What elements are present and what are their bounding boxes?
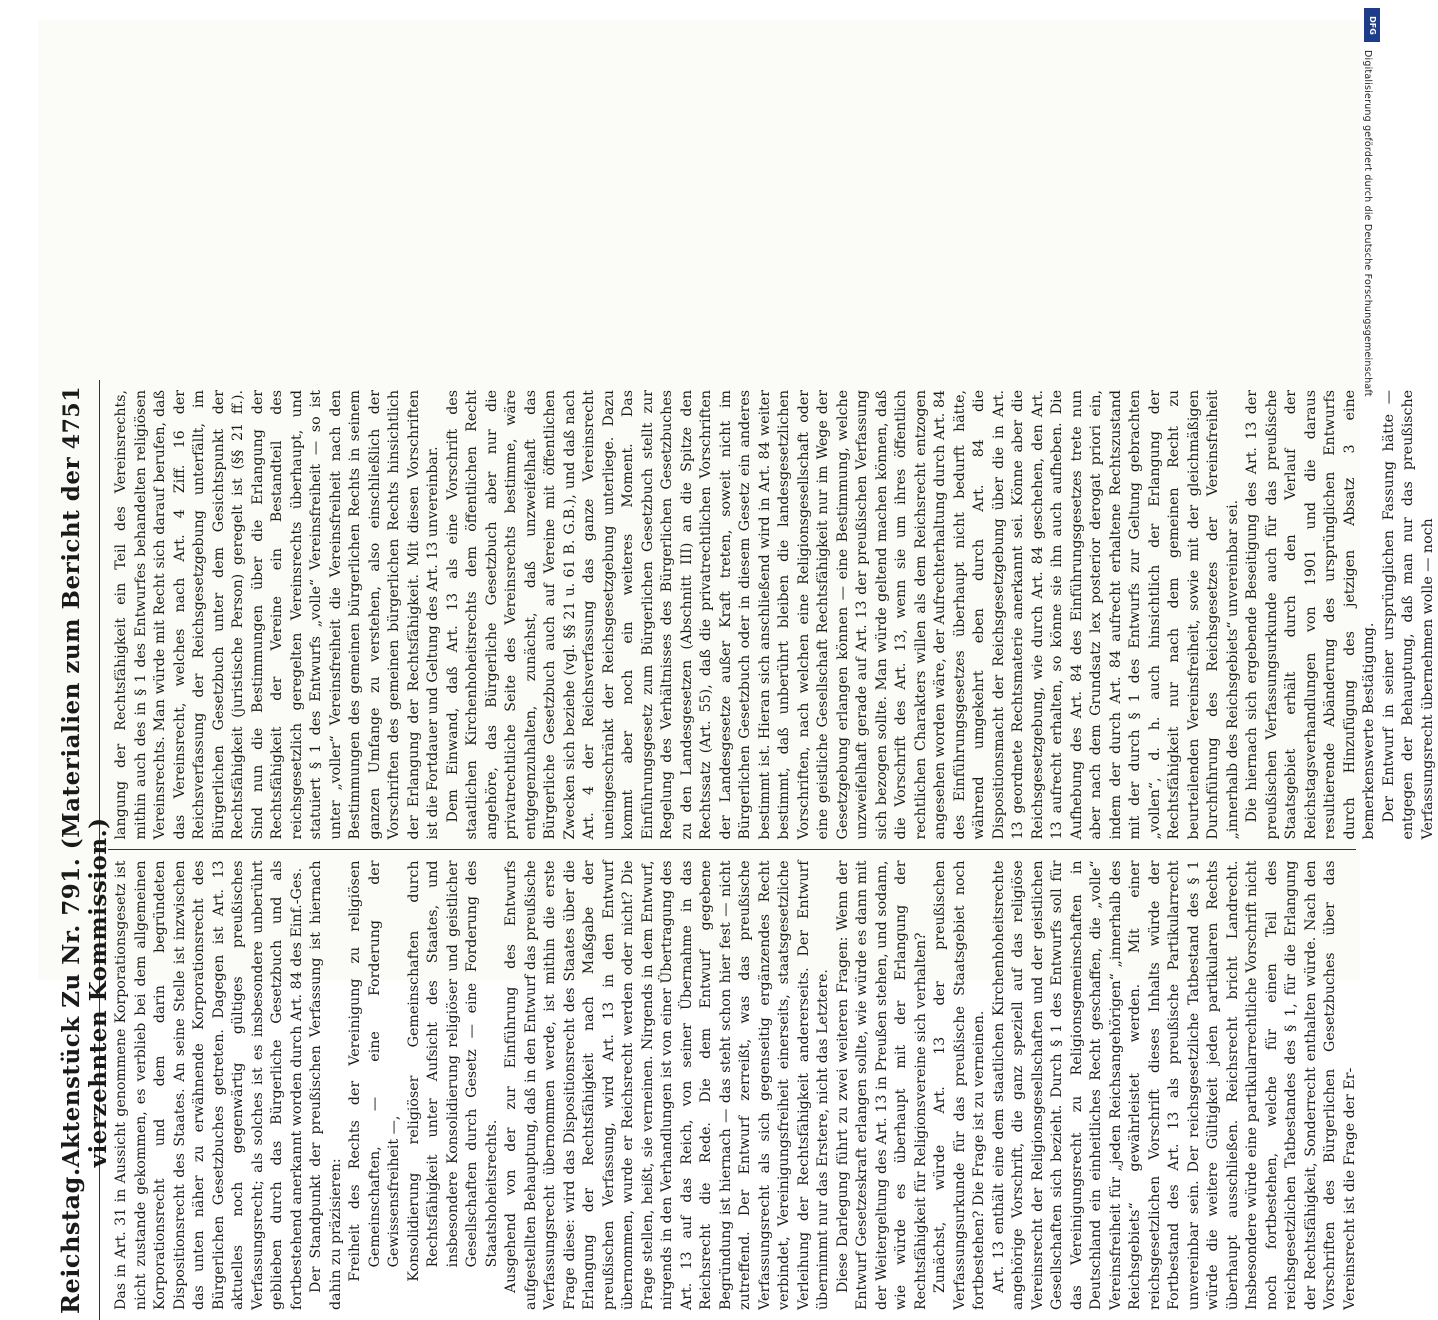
paragraph: Diese Darlegung führt zu zwei weiteren Fragen: Wenn der Entwurf Gesetzeskraft erlangen sollte, wie würde es dann mit der Weitergeltung des Art. 13 in Preußen stehen, und sodann, wie würde es überhaupt mit der Erlangung der Rechtsfähigkeit für Religionsvereine sich verhalten? — [834, 861, 932, 1311]
paragraph: Zunächst, würde Art. 13 der preußischen Verfassungsurkunde für das preußische Staatsgebiet noch fortbestehen? Die Frage ist zu verneinen. — [931, 861, 990, 1311]
paragraph-indented: Freiheit des Rechts der Vereinigung zu religiösen Gemeinschaften, — eine Forderung der Gewissensfreiheit —, — [346, 861, 405, 1311]
dfg-logo — [1364, 8, 1380, 42]
paragraph-indented: Konsolidierung religiöser Gemeinschaften durch Rechtsfähigkeit unter Aufsicht des Staates, und insbesondere Konsolidierung religiöser und geistlicher Gesellschaften durch Gesetz — eine Forderung des Staatshoheitsrechts. — [405, 861, 503, 1311]
column-right — [108, 380, 1356, 851]
dfg-logo-text: DFG — [1368, 16, 1377, 35]
scanned-page — [38, 20, 1360, 980]
column-left — [108, 851, 1356, 1320]
credit-text: Digitalisierung gefördert durch die Deutsche Forschungsgemeinschaft — [1362, 50, 1373, 397]
text-columns — [108, 380, 1356, 1320]
paragraph: Die hiernach sich ergebende Beseitigung des Art. 13 der preußischen Verfassungsurkunde auch für das preußische Staatsgebiet erhält durch den Verlauf der Reichstagsverhandlungen von 1901 und die daraus resultierende Abänderung des ursprünglichen Entwurfs durch Hinzufügung des jetzigen Absatz 3 eine bemerkenswerte Bestätigung. — [1243, 390, 1380, 840]
paragraph: Art. 13 enthält eine dem staatlichen Kirchenhoheitsrechte angehörige Vorschrift, die ganz speziell auf das religiöse Vereinsrecht der Religionsgesellschaften und der geistlichen Gesellschaften sich bezieht. Durch § 1 des Entwurfs soll für das Vereinigungsrecht zu Religionsgemeinschaften in Deutschland ein einheitliches Recht geschaffen, die „volle“ Vereinsfreiheit für „jeden Reichsangehörigen“ „innerhalb des Reichsgebiets“ gewährleistet werden. Mit einer reichsgesetzlichen Vorschrift dieses Inhalts würde der Fortbestand des Art. 13 als preußische Partikularrecht unvereinbar sein. Der reichsgesetzliche Tatbestand des § 1 würde die weitere Gültigkeit jeden partikularen Rechts überhaupt ausschließen. Reichsrecht bricht Landrecht. Insbesondere würde eine partikularrechtliche Vorschrift nicht noch fortbestehen, welche für einen Teil des reichsgesetzlichen Tatbestandes des § 1, für die Erlangung der Rechtsfähigkeit, Sonderrecht enthalten würde. Nach den Vorschriften des Bürgerlichen Gesetzbuches über das Vereinsrecht ist die Frage der Er- — [990, 861, 1361, 1311]
page-header — [56, 380, 100, 1320]
digitization-credit — [1359, 50, 1379, 1030]
paragraph: langung der Rechtsfähigkeit ein Teil des Vereinsrechts, mithin auch des in § 1 des Entwurfes behandelten religiösen Vereinsrechts. Man würde mit Recht sich darauf berufen, daß das Vereinsrecht, welches nach Art. 4 Ziff. 16 der Reichsverfassung der Reichsgesetzgebung unterfällt, im Bürgerlichen Gesetzbuch unter dem Gesichtspunkt der Rechtsfähigkeit (juristische Person) geregelt ist (§§ 21 ff.). Sind nun die Bestimmungen über die Erlangung der Rechtsfähigkeit der Vereine ein Bestandteil des reichsgesetzlich geregelten Vereinsrechts überhaupt, und statuiert § 1 des Entwurfs „volle“ Vereinsfreiheit — so ist unter „voller“ Vereinsfreiheit die Vereinsfreiheit nach den Bestimmungen des gemeinen bürgerlichen Rechts in seinem ganzen Umfange zu verstehen, also einschließlich der Vorschriften des gemeinen bürgerlichen Rechts hinsichtlich der Erlangung der Rechtsfähigkeit. Mit diesen Vorschriften ist die Fortdauer und Geltung des Art. 13 unvereinbar. — [112, 390, 444, 840]
paragraph: Das in Art. 31 in Aussicht genommene Korporationsgesetz ist nicht zustande gekommen, es verblieb bei dem allgemeinen Korporationsrecht und dem darin begründeten Dispositionsrecht des Staates. An seine Stelle ist inzwischen das unten näher zu erwähnende Korporationsrecht des Bürgerlichen Gesetzbuches getreten. Dagegen ist Art. 13 aktuelles noch gegenwärtig gültiges preußisches Verfassungsrecht; als solches ist es insbesondere unberührt geblieben durch das Bürgerliche Gesetzbuch und als fortbestehend anerkannt worden durch Art. 84 des Einf.-Ges. — [112, 861, 307, 1311]
paragraph: Der Entwurf in seiner ursprünglichen Fassung hätte — entgegen der Behauptung, daß man nur das preußische Verfassungsrecht übernehmen wolle — noch — [1380, 390, 1438, 840]
header-title: Aktenstück Zu Nr. 791. (Materialien zum Bericht der vierzehnten Kommission.) — [58, 449, 112, 1167]
paragraph: Ausgehend von der zur Einführung des Entwurfs aufgestellten Behauptung, daß in den Entwurf das preußische Verfassungsrecht übernommen werde, ist mithin die erste Frage diese: wird das Dispositionsrecht des Staates über die Erlangung der Rechtsfähigkeit nach Maßgabe der preußischen Verfassung, wird Art. 13 in den Entwurf übernommen, wurde er Reichsrecht werden oder nicht? Die Frage stellen, heißt, sie verneinen. Nirgends in dem Entwurf, nirgends in den Verhandlungen ist von einer Übertragung des Art. 13 auf das Reich, von seiner Übernahme in das Reichsrecht die Rede. Die dem Entwurf gegebene Begründung ist hiernach — das steht schon hier fest — nicht zutreffend. Der Entwurf zerreißt, was das preußische Verfassungsrecht als sich gegenseitig ergänzendes Recht verbindet, Vereinigungsfreiheit einerseits, staatsgesetzliche Verleihung der Rechtsfähigkeit andererseits. Der Entwurf übernimmt nur das Erstere, nicht das Letztere. — [502, 861, 834, 1311]
page-number: 4751 — [59, 386, 85, 449]
paragraph: Der Standpunkt der preußischen Verfassung ist hiernach dahin zu präzisieren: — [307, 861, 346, 1311]
header-publication: Reichstag. — [56, 1167, 85, 1314]
rotated-page-content — [56, 380, 1356, 1320]
paragraph: Dem Einwand, daß Art. 13 als eine Vorschrift des staatlichen Kirchenhoheitsrechts dem öffentlichen Recht angehöre, das Bürgerliche Gesetzbuch aber nur die privatrechtliche Seite des Vereinsrechts bestimme, wäre entgegenzuhalten, zunächst, daß unzweifelhaft das Bürgerliche Gesetzbuch auch auf Vereine mit öffentlichen Zwecken sich beziehe (vgl. §§ 21 u. 61 B. G.B.), und daß nach Art. 4 der Reichsverfassung das ganze Vereinsrecht uneingeschränkt der Reichsgesetzgebung unterliege. Dazu kommt aber noch ein weiteres Moment. Das Einführungsgesetz zum Bürgerlichen Gesetzbuch stellt zur Regelung des Verhältnisses des Bürgerlichen Gesetzbuches zu den Landesgesetzen (Abschnitt III) an die Spitze den Rechtssatz (Art. 55), daß die privatrechtlichen Vorschriften der Landesgesetze außer Kraft treten, soweit nicht im Bürgerlichen Gesetzbuch oder in diesem Gesetz ein anderes bestimmt ist. Hieran sich anschließend wird in Art. 84 weiter bestimmt, daß unberührt bleiben die landesgesetzlichen Vorschriften, nach welchen eine Religionsgesellschaft oder eine geistliche Gesellschaft Rechtsfähigkeit nur im Wege der Gesetzgebung erlangen können — eine Bestimmung, welche unzweifelhaft gerade auf Art. 13 der preußischen Verfassung sich bezogen sollte. Man würde geltend machen können, daß die Vorschrift des Art. 13, wenn sie um ihres öffentlich rechtlichen Charakters willen als dem Reichsrecht entzogen angesehen worden wäre, der Aufrechterhaltung durch Art. 84 des Einführungsgesetzes überhaupt nicht bedurft hätte, während umgekehrt eben durch Art. 84 die Dispositionsmacht der Reichsgesetzgebung über die in Art. 13 geordnete Rechtsmaterie anerkannt sei. Könne aber die Reichsgesetzgebung, wie durch Art. 84 geschehen, den Art. 13 aufrecht erhalten, so könne sie ihn auch aufheben. Die Aufhebung des Art. 84 des Einführungsgesetzes trete nun aber nach dem Grundsatz lex posterior derogat priori ein, indem der durch Art. 84 aufrecht erhaltene Rechtszustand mit der durch § 1 des Entwurfs zur Geltung gebrachten „vollen“, d. h. auch hinsichtlich der Erlangung der Rechtsfähigkeit nur nach dem gemeinen Recht zu beurteilenden Vereinsfreiheit, sowie mit der gleichmäßigen Durchführung des Reichsgesetzes der Vereinsfreiheit „innerhalb des Reichsgebiets“ unvereinbar sei. — [444, 390, 1244, 840]
